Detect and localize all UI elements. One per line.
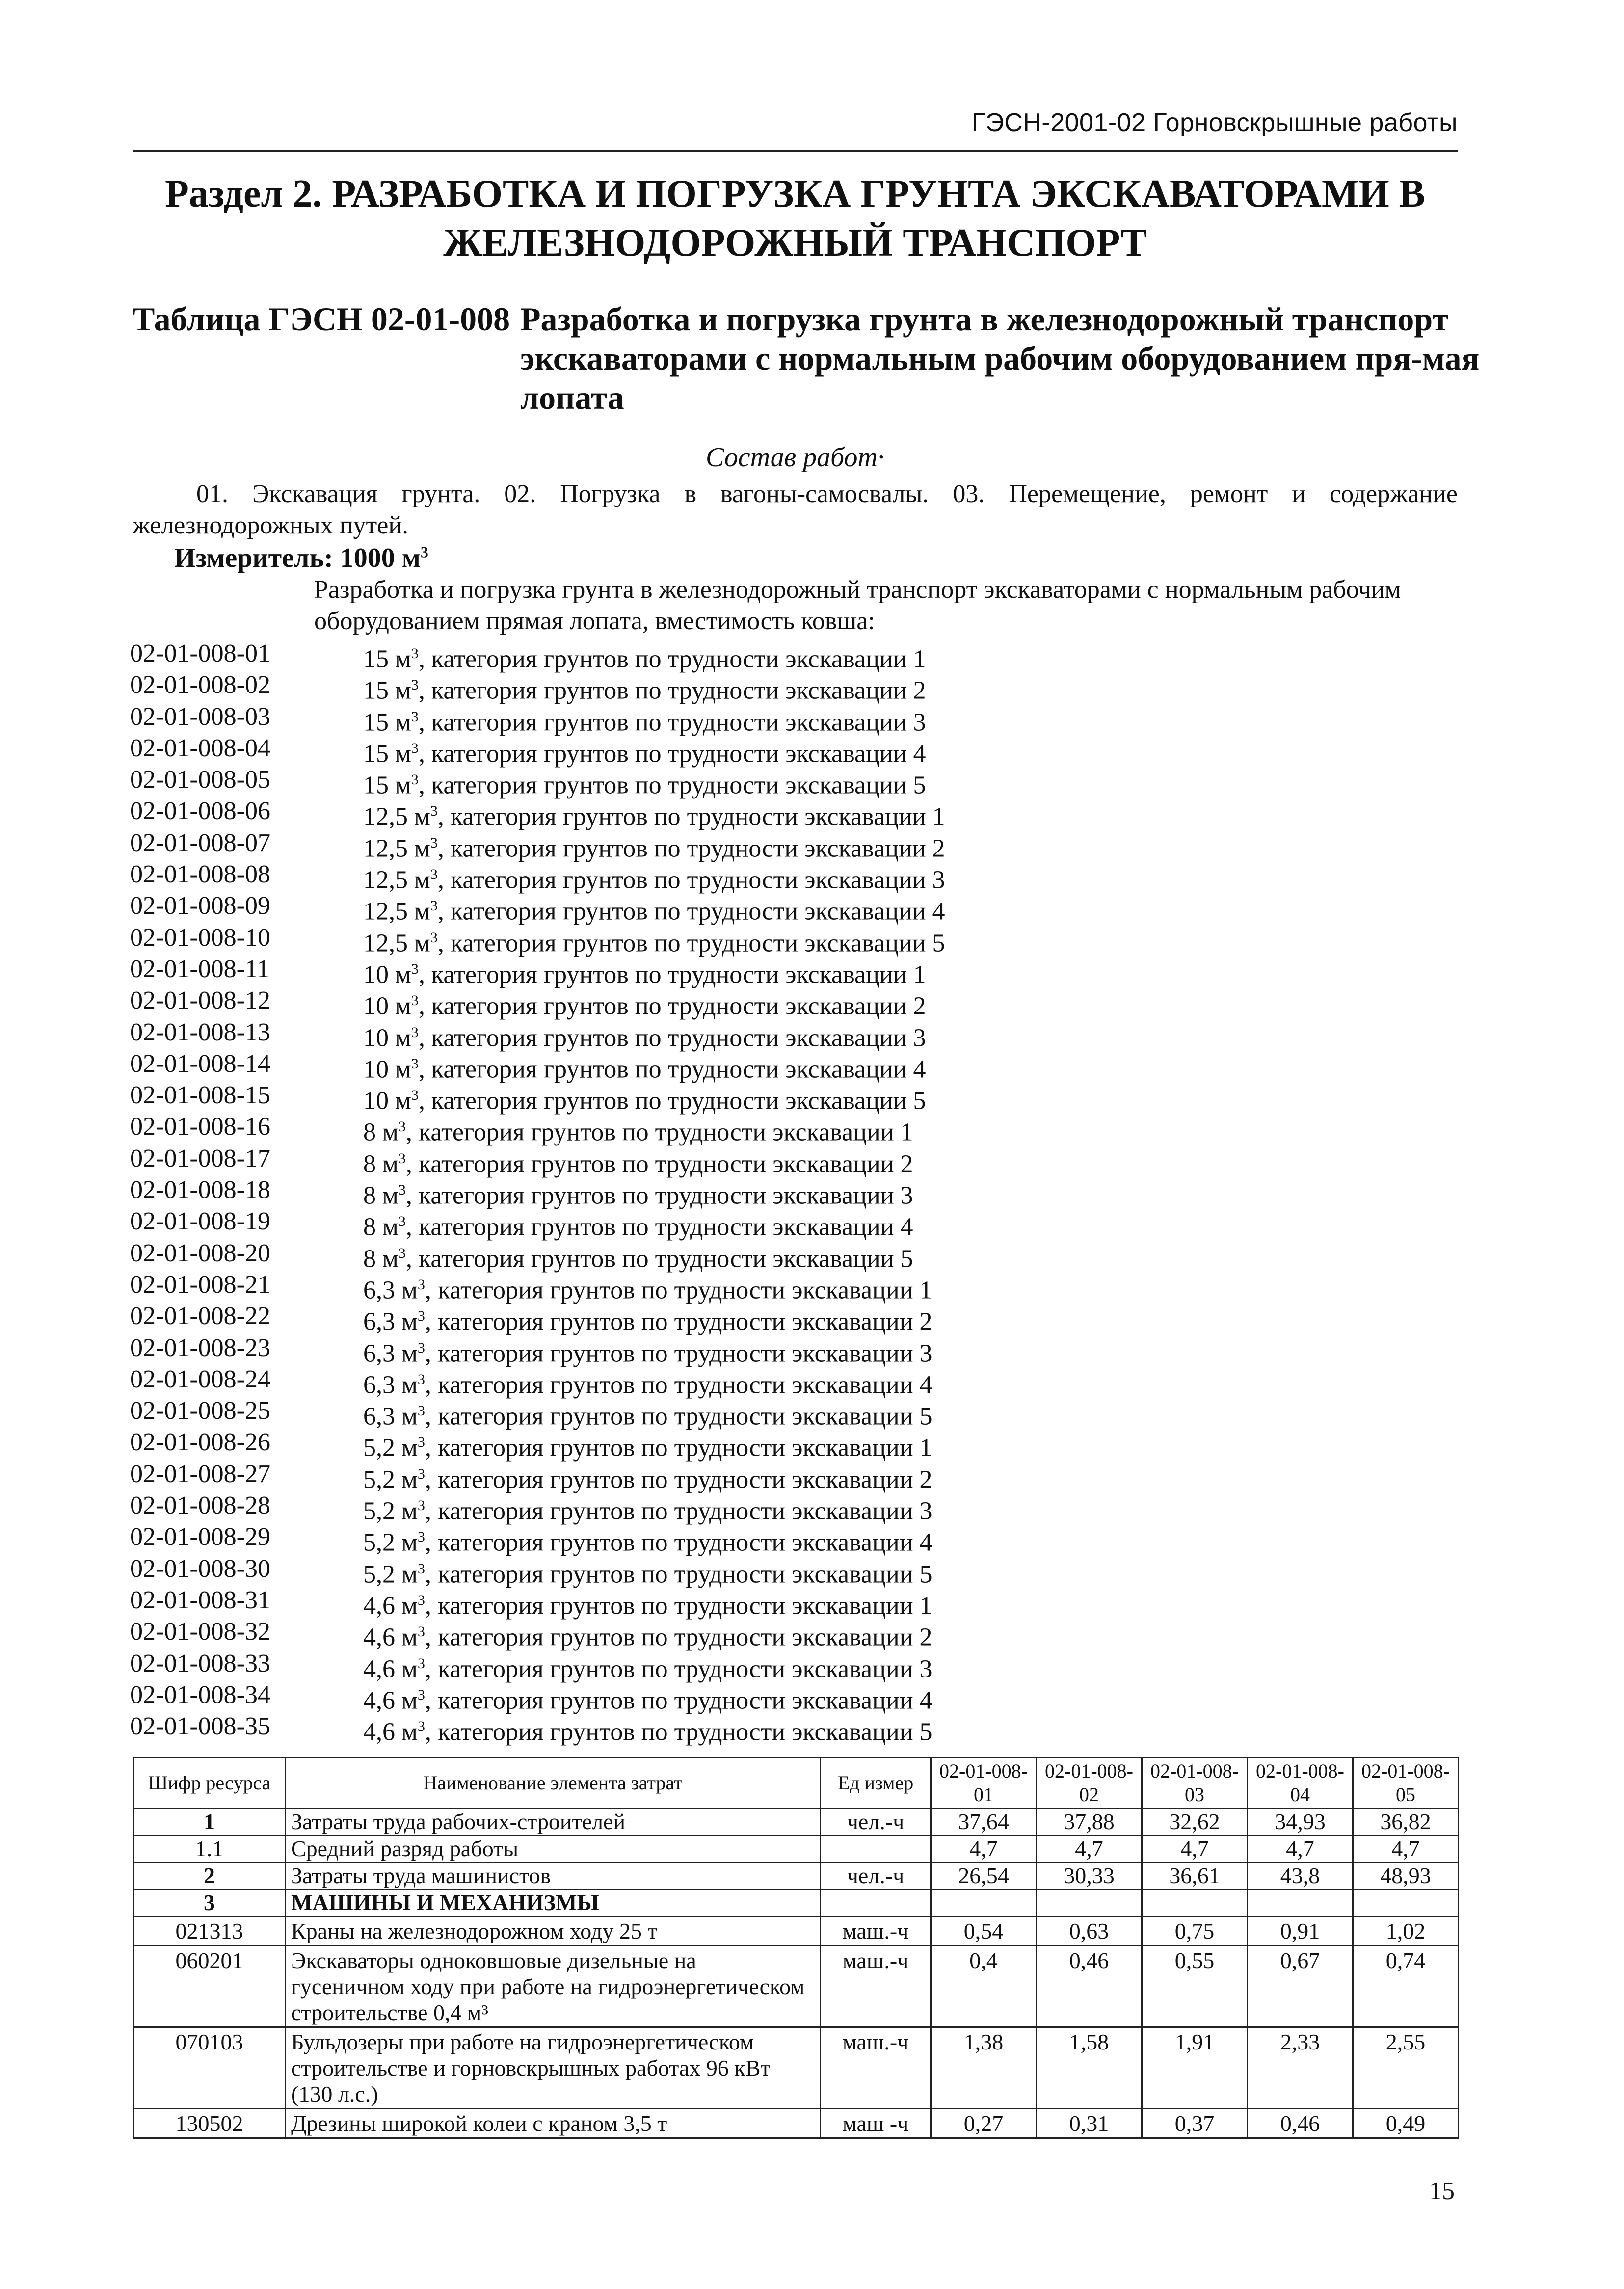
- norm-volume-power: 3: [417, 1308, 425, 1325]
- norm-row: [130, 922, 1455, 957]
- norm-code: 02-01-008-29: [130, 1523, 270, 1551]
- norm-volume: 4,6 м: [363, 1686, 418, 1715]
- norm-category: , категория грунтов по трудности экскавации 5: [437, 929, 945, 957]
- norm-volume: 6,3 м: [363, 1307, 418, 1336]
- resource-value: 2,33: [1248, 2027, 1353, 2109]
- norm-volume-power: 3: [398, 1213, 406, 1230]
- resource-unit: маш.-ч: [821, 2027, 931, 2109]
- norm-row: [130, 1174, 1455, 1210]
- resource-value: [931, 1890, 1037, 1916]
- resource-value: 0,49: [1353, 2109, 1459, 2138]
- norm-category: , категория грунтов по трудности экскавации 4: [437, 897, 945, 926]
- norm-volume-power: 3: [417, 1686, 425, 1703]
- resource-row: [133, 1916, 1459, 1946]
- norm-row: [130, 1111, 1455, 1146]
- resource-value: [1248, 1890, 1353, 1916]
- resource-name: Бульдозеры при работе на гидроэнергетическом строительстве и горновскрышных работах 96 кВт (130 л.с.): [286, 2027, 821, 2109]
- norm-category: , категория грунтов по трудности экскавации 3: [418, 1023, 926, 1052]
- norm-category: , категория грунтов по трудности экскавации 1: [437, 802, 945, 831]
- norm-code: 02-01-008-20: [130, 1239, 270, 1267]
- norm-code: 02-01-008-09: [130, 892, 270, 920]
- norm-code: 02-01-008-11: [130, 955, 270, 983]
- resource-value: 0,46: [1037, 1946, 1142, 2027]
- norm-volume-power: 3: [411, 1087, 419, 1104]
- norm-category: , категория грунтов по трудности экскавации 5: [405, 1244, 913, 1273]
- norm-volume: 6,3 м: [363, 1339, 418, 1367]
- resources-table: [133, 1757, 1459, 2139]
- resource-row: [133, 1946, 1459, 2027]
- meter-value: 1000 м: [340, 543, 421, 573]
- resource-value: 26,54: [931, 1863, 1037, 1890]
- norm-code: 02-01-008-19: [130, 1207, 270, 1236]
- norm-category: , категория грунтов по трудности экскавации 4: [425, 1371, 932, 1399]
- norm-volume-power: 3: [417, 1403, 425, 1419]
- table-title-prefix: Таблица ГЭСН 02-01-008: [133, 300, 510, 338]
- norm-row: [130, 1206, 1455, 1241]
- norm-category: , категория грунтов по трудности экскавации 5: [425, 1402, 932, 1431]
- norm-row: [130, 985, 1455, 1020]
- resource-value: 0,46: [1248, 2109, 1353, 2138]
- norm-volume: 8 м: [363, 1118, 399, 1146]
- norm-volume: 15 м: [363, 676, 411, 705]
- norm-volume: 6,3 м: [363, 1371, 418, 1399]
- norm-row: [130, 1521, 1455, 1557]
- norm-description-item: [363, 1711, 932, 1748]
- norm-category: , категория грунтов по трудности экскавации 3: [425, 1339, 932, 1367]
- resource-value: 4,7: [1248, 1836, 1353, 1863]
- norm-row: [130, 1585, 1455, 1620]
- resource-unit: чел.-ч: [821, 1809, 931, 1836]
- norm-category: , категория грунтов по трудности экскавации 1: [425, 1276, 932, 1304]
- norm-category: , категория грунтов по трудности экскавации 4: [418, 1055, 926, 1084]
- norm-code: 02-01-008-13: [130, 1018, 270, 1046]
- resource-code: 2: [133, 1863, 286, 1890]
- norm-code: 02-01-008-28: [130, 1491, 270, 1520]
- norm-volume: 5,2 м: [363, 1465, 418, 1494]
- norm-volume-power: 3: [411, 677, 419, 693]
- norm-row: [130, 1553, 1455, 1588]
- norm-code: 02-01-008-24: [130, 1365, 270, 1393]
- norm-volume: 10 м: [363, 960, 411, 989]
- norm-row: [130, 954, 1455, 989]
- resource-code: 021313: [133, 1916, 286, 1946]
- norm-category: , категория грунтов по трудности экскавации 3: [437, 866, 945, 894]
- resource-unit: маш.-ч: [821, 1946, 931, 2027]
- norm-volume: 4,6 м: [363, 1592, 418, 1620]
- norm-category: , категория грунтов по трудности экскавации 4: [425, 1686, 932, 1715]
- resource-row: [133, 1890, 1459, 1916]
- norm-code: 02-01-008-26: [130, 1428, 270, 1457]
- norm-volume-power: 3: [430, 834, 438, 851]
- norm-category: , категория грунтов по трудности экскавации 5: [418, 771, 926, 799]
- norm-volume: 10 м: [363, 1055, 411, 1084]
- norm-volume-power: 3: [430, 898, 438, 914]
- resource-value: 37,64: [931, 1809, 1037, 1836]
- norm-volume-power: 3: [417, 1339, 425, 1356]
- resource-value: 0,75: [1142, 1916, 1248, 1946]
- norm-volume: 8 м: [363, 1150, 399, 1178]
- norm-description: Разработка и погрузка грунта в железнодорожный транспорт экскаваторами с нормальным рабочим оборудованием прямая лопата, вместимость ковша:: [314, 576, 1401, 635]
- norm-volume: 8 м: [363, 1181, 399, 1210]
- norm-code: 02-01-008-10: [130, 923, 270, 952]
- norm-row: [130, 1616, 1455, 1651]
- resource-unit: [821, 1836, 931, 1863]
- resource-value: 0,37: [1142, 2109, 1248, 2138]
- norm-volume-power: 3: [430, 866, 438, 883]
- norm-volume-power: 3: [411, 772, 419, 788]
- norm-volume-power: 3: [417, 1529, 425, 1545]
- resource-code: 1: [133, 1809, 286, 1836]
- norm-row: [130, 1143, 1455, 1178]
- norm-category: , категория грунтов по трудности экскавации 2: [425, 1307, 932, 1336]
- page-number: 15: [1429, 2177, 1455, 2205]
- norm-code: 02-01-008-16: [130, 1113, 270, 1141]
- norm-volume: 4,6 м: [363, 1654, 418, 1683]
- norm-code: 02-01-008-30: [130, 1554, 270, 1583]
- resource-value: 1,38: [931, 2027, 1037, 2109]
- norm-volume: 12,5 м: [363, 929, 430, 957]
- norm-row: [130, 733, 1455, 768]
- norm-code: 02-01-008-05: [130, 766, 270, 794]
- norm-volume-power: 3: [417, 1624, 425, 1640]
- meter-label: Измеритель:: [174, 543, 333, 573]
- norm-category: , категория грунтов по трудности экскавации 5: [418, 1087, 926, 1115]
- norm-volume: 8 м: [363, 1244, 399, 1273]
- norm-row: [130, 638, 1455, 673]
- header-col-4: 02-01-008-04: [1248, 1758, 1353, 1809]
- norm-row: [130, 1459, 1455, 1494]
- norm-volume: 5,2 м: [363, 1528, 418, 1557]
- resource-value: 4,7: [1142, 1836, 1248, 1863]
- resource-value: 0,55: [1142, 1946, 1248, 2027]
- norm-row: [130, 1238, 1455, 1273]
- norm-volume: 15 м: [363, 771, 411, 799]
- norm-code: 02-01-008-23: [130, 1333, 270, 1362]
- norm-row: [130, 1080, 1455, 1115]
- norm-row: [130, 1711, 1455, 1746]
- resource-value: 36,61: [1142, 1863, 1248, 1890]
- resource-value: 1,58: [1037, 2027, 1142, 2109]
- resource-name: Экскаваторы одноковшовые дизельные на гусеничном ходу при работе на гидроэнергетическом строительстве 0,4 м³: [286, 1946, 821, 2027]
- norm-volume: 6,3 м: [363, 1276, 418, 1304]
- resource-value: 37,88: [1037, 1809, 1142, 1836]
- norm-volume: 5,2 м: [363, 1434, 418, 1462]
- norm-category: , категория грунтов по трудности экскавации 3: [425, 1654, 932, 1683]
- resource-value: 0,91: [1248, 1916, 1353, 1946]
- norm-code: 02-01-008-12: [130, 986, 270, 1015]
- resource-value: 34,93: [1248, 1809, 1353, 1836]
- norm-volume: 10 м: [363, 1023, 411, 1052]
- norm-category: , категория грунтов по трудности экскавации 3: [418, 708, 926, 736]
- resource-code: 060201: [133, 1946, 286, 2027]
- norm-volume: 15 м: [363, 645, 411, 673]
- norm-code: 02-01-008-25: [130, 1397, 270, 1425]
- resource-row: [133, 1863, 1459, 1890]
- norm-row: [130, 1269, 1455, 1304]
- resource-value: 4,7: [931, 1836, 1037, 1863]
- resource-name: Затраты труда рабочих-строителей: [286, 1809, 821, 1836]
- norm-code: 02-01-008-07: [130, 828, 270, 857]
- norm-volume-power: 3: [417, 1560, 425, 1577]
- norm-volume-power: 3: [398, 1182, 406, 1198]
- norm-row: [130, 1648, 1455, 1683]
- meter: [174, 542, 428, 574]
- norm-volume-power: 3: [417, 1434, 425, 1451]
- resource-unit: чел.-ч: [821, 1863, 931, 1890]
- resource-value: 30,33: [1037, 1863, 1142, 1890]
- norm-code: 02-01-008-27: [130, 1460, 270, 1488]
- resource-value: 2,55: [1353, 2027, 1459, 2109]
- norm-code: 02-01-008-34: [130, 1680, 270, 1709]
- section-title-line2: ЖЕЛЕЗНОДОРОЖНЫЙ ТРАНСПОРТ: [443, 221, 1147, 265]
- resource-value: 48,93: [1353, 1863, 1459, 1890]
- norm-volume-power: 3: [417, 1465, 425, 1482]
- resource-name: Дрезины широкой колеи с краном 3,5 т: [286, 2109, 821, 2138]
- resource-value: 0,67: [1248, 1946, 1353, 2027]
- resource-unit: маш.-ч: [821, 1916, 931, 1946]
- norm-row: [130, 1364, 1455, 1399]
- norm-row: [130, 1679, 1455, 1715]
- norm-volume-power: 3: [417, 1497, 425, 1514]
- norm-row: [130, 1427, 1455, 1462]
- norm-code: 02-01-008-21: [130, 1270, 270, 1299]
- norm-category: , категория грунтов по трудности экскавации 4: [418, 740, 926, 768]
- resource-value: 32,62: [1142, 1809, 1248, 1836]
- norm-volume-power: 3: [411, 740, 419, 756]
- norm-volume-power: 3: [417, 1592, 425, 1608]
- norm-code: 02-01-008-02: [130, 671, 270, 699]
- norm-list: [130, 638, 1455, 1746]
- resource-value: 0,4: [931, 1946, 1037, 2027]
- norm-code: 02-01-008-15: [130, 1081, 270, 1110]
- resource-value: 1,02: [1353, 1916, 1459, 1946]
- norm-volume: 15 м: [363, 740, 411, 768]
- norm-row: [130, 701, 1455, 736]
- norm-row: [130, 764, 1455, 799]
- resource-value: 0,27: [931, 2109, 1037, 2138]
- norm-volume-power: 3: [398, 1150, 406, 1167]
- norm-volume-power: 3: [398, 1245, 406, 1261]
- norm-row: [130, 1301, 1455, 1336]
- resource-value: [1353, 1890, 1459, 1916]
- resource-value: 0,31: [1037, 2109, 1142, 2138]
- resource-value: 1,91: [1142, 2027, 1248, 2109]
- norm-category: , категория грунтов по трудности экскавации 2: [437, 834, 945, 863]
- section-title-line1: Раздел 2. РАЗРАБОТКА И ПОГРУЗКА ГРУНТА ЭКСКАВАТОРАМИ В: [164, 172, 1426, 215]
- norm-category: , категория грунтов по трудности экскавации 2: [425, 1623, 932, 1651]
- norm-volume: 5,2 м: [363, 1560, 418, 1588]
- norm-volume-power: 3: [430, 929, 438, 946]
- norm-code: 02-01-008-01: [130, 639, 270, 667]
- header-col-1: 02-01-008-01: [931, 1758, 1037, 1809]
- norm-volume-power: 3: [417, 1718, 425, 1735]
- norm-volume-power: 3: [430, 803, 438, 820]
- norm-volume: 10 м: [363, 992, 411, 1020]
- resource-name: Затраты труда машинистов: [286, 1863, 821, 1890]
- norm-code: 02-01-008-06: [130, 797, 270, 825]
- resource-row: [133, 1836, 1459, 1863]
- header-code: Шифр ресурса: [133, 1758, 286, 1809]
- resource-code: 130502: [133, 2109, 286, 2138]
- resource-unit: [821, 1890, 931, 1916]
- norm-volume: 10 м: [363, 1087, 411, 1115]
- norm-category: , категория грунтов по трудности экскавации 1: [418, 960, 926, 989]
- norm-category: , категория грунтов по трудности экскавации 5: [425, 1718, 932, 1746]
- norm-volume: 5,2 м: [363, 1497, 418, 1525]
- resource-value: 4,7: [1353, 1836, 1459, 1863]
- resource-code: 1.1: [133, 1836, 286, 1863]
- norm-volume: 15 м: [363, 708, 411, 736]
- section-title: [133, 169, 1458, 267]
- norm-volume-power: 3: [417, 1371, 425, 1387]
- norm-code: 02-01-008-32: [130, 1618, 270, 1646]
- norm-row: [130, 1395, 1455, 1431]
- norm-row: [130, 859, 1455, 894]
- resource-value: [1142, 1890, 1248, 1916]
- resource-row: [133, 2109, 1459, 2138]
- resource-code: 070103: [133, 2027, 286, 2109]
- norm-volume-power: 3: [417, 1276, 425, 1293]
- resource-code: 3: [133, 1890, 286, 1916]
- resource-unit: маш -ч: [821, 2109, 931, 2138]
- norm-category: , категория грунтов по трудности экскавации 2: [418, 992, 926, 1020]
- composition-text: 01. Экскавация грунта. 02. Погрузка в вагоны-самосвалы. 03. Перемещение, ремонт и содержание железнодорожных путей.: [133, 480, 1458, 539]
- resource-value: 4,7: [1037, 1836, 1142, 1863]
- norm-volume: 12,5 м: [363, 897, 430, 926]
- norm-code: 02-01-008-18: [130, 1176, 270, 1204]
- norm-code: 02-01-008-22: [130, 1302, 270, 1331]
- norm-volume-power: 3: [411, 708, 419, 725]
- norm-category: , категория грунтов по трудности экскавации 4: [405, 1213, 913, 1241]
- norm-volume: 4,6 м: [363, 1623, 418, 1651]
- norm-category: , категория грунтов по трудности экскавации 2: [418, 676, 926, 705]
- running-header: ГЭСН-2001-02 Горновскрышные работы: [971, 108, 1458, 137]
- norm-category: , категория грунтов по трудности экскавации 4: [425, 1528, 932, 1557]
- norm-category: , категория грунтов по трудности экскавации 1: [425, 1434, 932, 1462]
- header-rule: [133, 150, 1458, 152]
- resource-value: 0,63: [1037, 1916, 1142, 1946]
- norm-volume-power: 3: [411, 960, 419, 977]
- resource-name: Средний разряд работы: [286, 1836, 821, 1863]
- norm-code: 02-01-008-08: [130, 860, 270, 889]
- header-col-2: 02-01-008-02: [1037, 1758, 1142, 1809]
- norm-volume-power: 3: [411, 645, 419, 662]
- norm-volume: 12,5 м: [363, 802, 430, 831]
- meter-unit-power: 3: [420, 543, 428, 561]
- resource-value: [1037, 1890, 1142, 1916]
- norm-volume: 12,5 м: [363, 834, 430, 863]
- norm-category: , категория грунтов по трудности экскавации 1: [405, 1118, 913, 1146]
- norm-volume: 4,6 м: [363, 1718, 418, 1746]
- norm-volume-power: 3: [417, 1655, 425, 1672]
- header-col-5: 02-01-008-05: [1353, 1758, 1459, 1809]
- norm-volume-power: 3: [411, 992, 419, 1009]
- resource-name: Краны на железнодорожном ходу 25 т: [286, 1916, 821, 1946]
- norm-row: [130, 827, 1455, 863]
- norm-volume: 12,5 м: [363, 866, 430, 894]
- resource-value: 0,54: [931, 1916, 1037, 1946]
- norm-volume-power: 3: [398, 1118, 406, 1135]
- norm-row: [130, 890, 1455, 926]
- norm-row: [130, 1490, 1455, 1525]
- table-title-body: Разработка и погрузка грунта в железнодорожный транспорт экскаваторами с нормальным рабочим оборудованием пря-мая лопата: [520, 300, 1480, 416]
- header-name: Наименование элемента затрат: [286, 1758, 821, 1809]
- norm-row: [130, 796, 1455, 831]
- norm-code: 02-01-008-17: [130, 1144, 270, 1172]
- resource-row: [133, 1809, 1459, 1836]
- resource-name: МАШИНЫ И МЕХАНИЗМЫ: [286, 1890, 821, 1916]
- header-unit: Ед измер: [821, 1758, 931, 1809]
- norm-row: [130, 1332, 1455, 1367]
- norm-code: 02-01-008-04: [130, 734, 270, 762]
- norm-volume: 6,3 м: [363, 1402, 418, 1431]
- header-col-3: 02-01-008-03: [1142, 1758, 1248, 1809]
- norm-row: [130, 1017, 1455, 1052]
- norm-category: , категория грунтов по трудности экскавации 1: [418, 645, 926, 673]
- resource-value: 43,8: [1248, 1863, 1353, 1890]
- norm-volume-power: 3: [411, 1055, 419, 1072]
- resource-value: 36,82: [1353, 1809, 1459, 1836]
- norm-code: 02-01-008-35: [130, 1712, 270, 1741]
- resource-row: [133, 2027, 1459, 2109]
- norm-code: 02-01-008-33: [130, 1649, 270, 1677]
- norm-volume-power: 3: [411, 1024, 419, 1040]
- composition-title: Состав работ·: [706, 442, 884, 473]
- norm-category: , категория грунтов по трудности экскавации 2: [425, 1465, 932, 1494]
- norm-category: , категория грунтов по трудности экскавации 3: [425, 1497, 932, 1525]
- norm-code: 02-01-008-03: [130, 702, 270, 731]
- norm-volume: 8 м: [363, 1213, 399, 1241]
- norm-row: [130, 1048, 1455, 1084]
- norm-category: , категория грунтов по трудности экскавации 2: [405, 1150, 913, 1178]
- resource-value: 0,74: [1353, 1946, 1459, 2027]
- resources-header-row: [133, 1758, 1459, 1809]
- norm-code: 02-01-008-14: [130, 1049, 270, 1078]
- norm-category: , категория грунтов по трудности экскавации 5: [425, 1560, 932, 1588]
- norm-category: , категория грунтов по трудности экскавации 1: [425, 1592, 932, 1620]
- norm-category: , категория грунтов по трудности экскавации 3: [405, 1181, 913, 1210]
- norm-code: 02-01-008-31: [130, 1586, 270, 1614]
- norm-row: [130, 669, 1455, 705]
